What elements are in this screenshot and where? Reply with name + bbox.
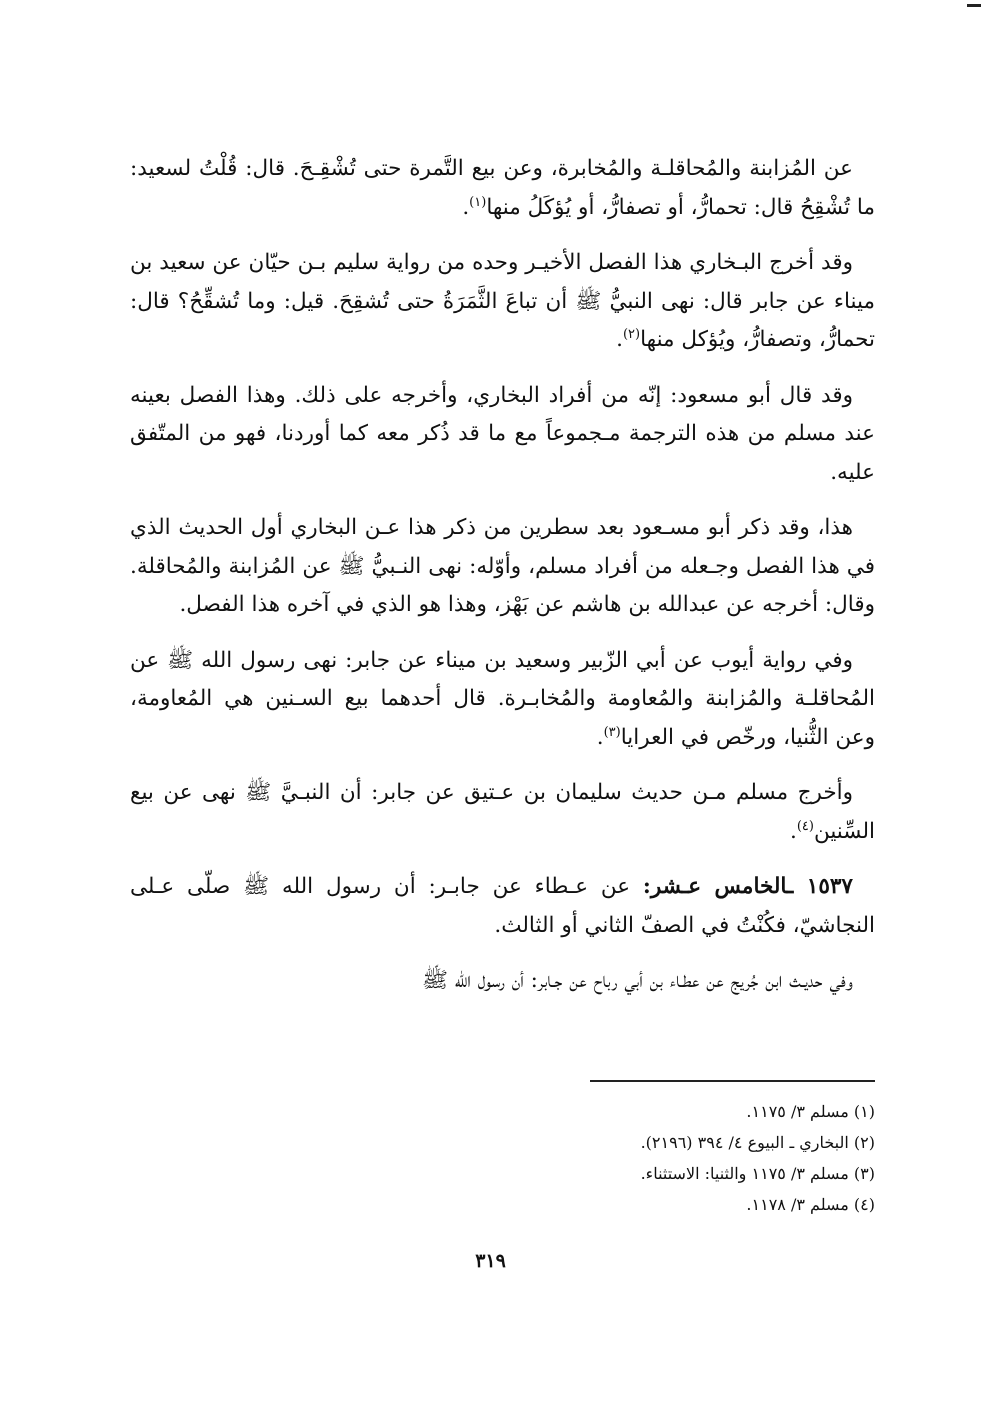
- paragraph-text: هذا، وقد ذكر أبو مسـعود بعد سطرين من ذكر هذا عـن البخاري أول الحديث الذي في هذا الفصل وجـعله من أفراد مسلم، وأوّله: نهى النـبيُّ ﷺ عن المُزابنة والمُحاقلة. وقال: أخرجه عن عبدالله بن هاشم عن بَهْز، وهذا هو الذي في آخره هذا الفصل.: [130, 515, 875, 617]
- footnotes: [500, 1096, 875, 1220]
- paragraph-text: وفي حديـث ابن جُريج عن عطـاء بن أبي رباح عن جـابر: أن رسول الله ﷺ: [422, 968, 853, 993]
- footnote-1: (١) مسلم ٣/ ١١٧٥.: [746, 1102, 875, 1121]
- hadith-title: الخامس عـشر:: [642, 874, 787, 899]
- paragraph-text: وفي رواية أيوب عن أبي الزّبير وسعيد بن ميناء عن جابر: نهى رسول الله ﷺ عن المُحاقلـة والمُزابنة والمُعاومة والمُخابـرة. قال أحدهما بيع السـنين هي المُعاومة، وعن الثُّنيا، ورخّص في العرايا: [130, 647, 875, 750]
- paragraph-tail: .: [462, 194, 470, 220]
- paragraph-6: [130, 774, 875, 851]
- paragraph-text: وأخرج مسلم مـن حديث سليمان بن عـتيق عن جابر: أن النبـيَّ ﷺ نهى عن بيع السِّنين: [130, 780, 875, 844]
- paragraph-2: [130, 244, 875, 360]
- footnote-ref: (١): [469, 194, 487, 210]
- footnote-ref: (٢): [622, 326, 641, 342]
- paragraph-text: عن عـطاء عن جابـر: أن رسول الله ﷺ صلّى عـلى النجاشيّ، فكُنْتُ في الصفّ الثاني أو الثالث.: [130, 874, 875, 938]
- hadith-number: ١٥٣٧ ـ: [786, 874, 853, 899]
- main-text: [130, 150, 875, 1018]
- footnote-2: (٢) البخاري ـ البيوع ٤/ ٣٩٤ (٢١٩٦).: [640, 1133, 875, 1152]
- paragraph-text: وقد قال أبو مسعود: إنّه من أفراد البخاري، وأخرجه على ذلك. وهذا الفصل بعينه عند مسلم من هذه الترجمة مـجموعاً مع ما قد ذُكر معه كما أوردنا، فهو من المتّفق عليه.: [130, 382, 875, 485]
- paragraph-5: [130, 642, 875, 758]
- paragraph-text: عن المُزابنة والمُحاقلـة والمُخابرة، وعن بيع التَّمرة حتى تُشْقِـحَ. قال: قُلْتُ لسعيد: ما تُشْقِحُ قال: تحمارُّ، أو تصفارُّ، أو يُؤكَلُ منها: [130, 156, 875, 220]
- paragraph-8: [130, 962, 875, 1001]
- page-number: ٣١٩: [475, 1250, 506, 1272]
- paragraph-4: [130, 509, 875, 625]
- footnote-separator: [590, 1080, 875, 1082]
- paragraph-3: [130, 377, 875, 493]
- footnote-4: (٤) مسلم ٣/ ١١٧٨.: [746, 1195, 875, 1214]
- paragraph-tail: .: [616, 327, 623, 352]
- corner-mark: [967, 4, 981, 7]
- paragraph-tail: .: [789, 818, 797, 844]
- footnote-3: (٣) مسلم ٣/ ١١٧٥ والثنيا: الاستثناء.: [640, 1164, 875, 1183]
- paragraph-1: [130, 150, 875, 227]
- footnote-ref: (٤): [796, 818, 814, 834]
- paragraph-7-hadith-1537: [130, 868, 875, 945]
- footnote-ref: (٣): [603, 724, 621, 740]
- paragraph-tail: .: [596, 724, 604, 750]
- paragraph-text: وقد أخرج البـخاري هذا الفصل الأخيـر وحده من رواية سليم بـن حيّان عن سعيد بن ميناء عن جابر قال: نهى النبيُّ ﷺ أن تباعَ الثَّمَرَةُ حتى تُشقِحَ. قيل: وما تُشقِّحُ؟ قال: تحمارُّ، وتصفارُّ، ويُؤكل منها: [130, 250, 875, 352]
